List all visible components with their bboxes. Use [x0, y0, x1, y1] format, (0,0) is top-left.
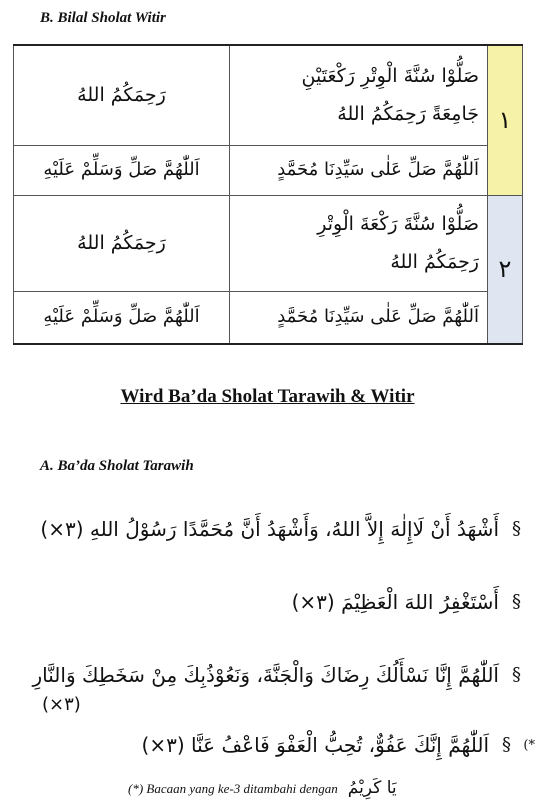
bullet-icon: §: [512, 518, 521, 539]
list-item: [0, 658, 535, 728]
call-line: جَامِعَةً رَحِمَكُمُ اللهُ: [337, 103, 479, 126]
sholawat-text: اَللّٰهُمَّ صَلِّ عَلٰى سَيِّدِنَا مُحَمَّدٍ: [277, 159, 479, 180]
response-text: رَحِمَكُمُ اللهُ: [77, 84, 166, 107]
call-cell: [230, 195, 488, 291]
wird-text: اَللّٰهُمَّ إِنَّا نَسْأَلُكَ رِضَاكَ وَالْجَنَّةَ، وَنَعُوْذُبِكَ مِنْ سَخَطِكَ وَالنَّارِ: [32, 663, 499, 687]
footnote-text: (*) Bacaan yang ke-3 ditambahi dengan: [128, 781, 338, 796]
list-item: [0, 585, 535, 625]
call-line: صَلُّوْا سُنَّةَ رَكْعَةَ الْوِتْرِ: [317, 213, 479, 235]
response-cell: [14, 195, 230, 291]
wird-text: اَللّٰهُمَّ إِنَّكَ عَفُوٌّ، تُحِبُّ الْعَفْوَ فَاعْفُ عَنَّا (٣×): [141, 733, 489, 757]
row-number: ٢: [488, 195, 523, 344]
sholawat-cell: [230, 145, 488, 195]
call-cell: [230, 45, 488, 145]
response-cell: [14, 45, 230, 145]
sholawat-response-cell: [14, 291, 230, 344]
sholawat-text: اَللّٰهُمَّ صَلِّ عَلٰى سَيِّدِنَا مُحَمَّدٍ: [277, 306, 479, 328]
sholawat-response-text: اَللّٰهُمَّ صَلِّ وَسَلِّمْ عَلَيْهِ: [43, 159, 200, 180]
wird-text: أَشْهَدُ أَنْ لَاإِلٰهَ إِلاَّ اللهُ، وَأَشْهَدُ أَنَّ مُحَمَّدًا رَسُوْلُ اللهِ (٣×): [40, 517, 499, 541]
witir-table: [13, 44, 523, 345]
bullet-icon: §: [512, 591, 521, 612]
wird-text: أَسْتَغْفِرُ اللهَ الْعَظِيْمَ (٣×): [291, 590, 499, 614]
table-row: [14, 45, 523, 145]
sholawat-response-cell: [14, 145, 230, 195]
list-item: [0, 728, 535, 768]
footnote-arabic: يَا كَرِيْمُ: [347, 778, 397, 798]
list-item: [0, 512, 535, 552]
bullet-icon: §: [502, 734, 511, 755]
sholawat-response-text: اَللّٰهُمَّ صَلِّ وَسَلِّمْ عَلَيْهِ: [43, 306, 200, 328]
table-row: [14, 195, 523, 291]
wird-continuation: (٣×): [42, 694, 81, 715]
wird-title: Wird Ba’da Sholat Tarawih & Witir: [120, 386, 415, 407]
section-a-title: A. Ba’da Sholat Tarawih: [40, 458, 194, 474]
section-b-title: B. Bilal Sholat Witir: [40, 10, 166, 26]
response-text: رَحِمَكُمُ اللهُ: [77, 232, 166, 254]
call-line: صَلُّوْا سُنَّةَ الْوِتْرِ رَكْعَتَيْنِ: [301, 65, 479, 88]
row-number: ١: [488, 45, 523, 195]
sholawat-cell: [230, 291, 488, 344]
call-line: رَحِمَكُمُ اللهُ: [390, 251, 479, 273]
footnote-marker: (*: [523, 738, 535, 753]
footnote: [128, 778, 397, 798]
bullet-icon: §: [512, 664, 521, 685]
table-row: [14, 291, 523, 344]
table-row: [14, 145, 523, 195]
